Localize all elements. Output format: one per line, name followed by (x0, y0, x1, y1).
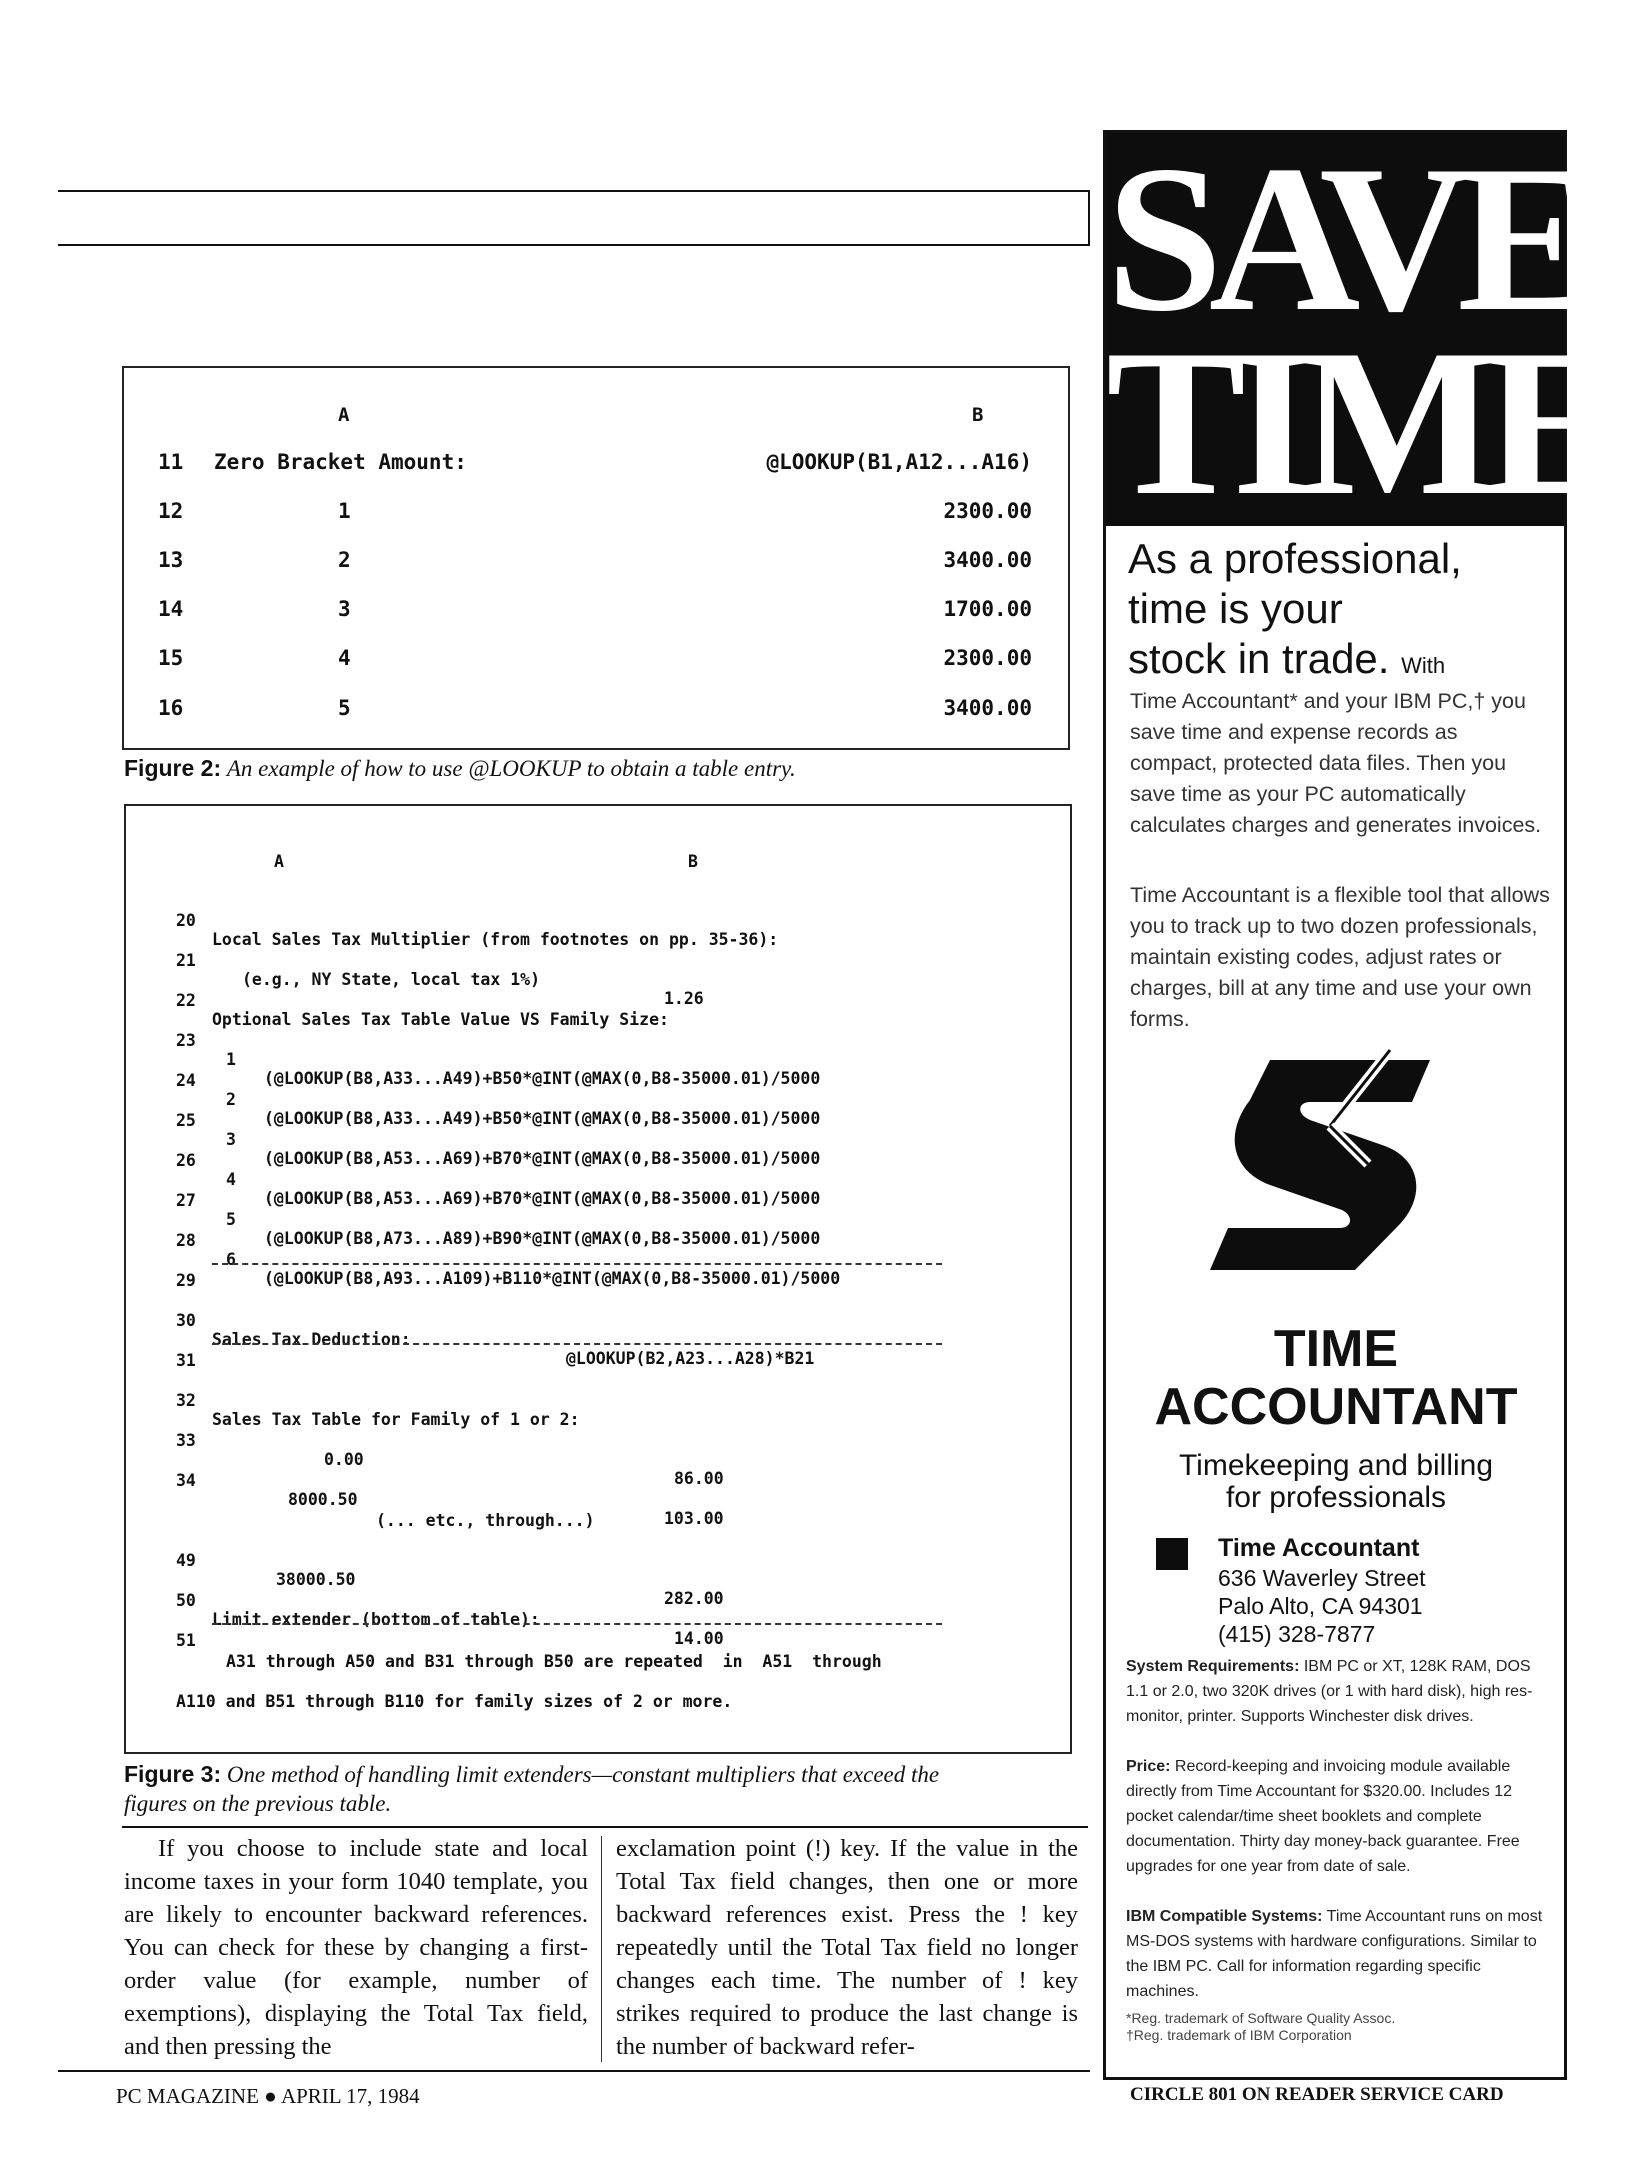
ad-tagline-1: Timekeeping and billing (1178, 1449, 1494, 1482)
body-paragraph: If you choose to include state and local income taxes in your form 1040 template, you are likely to encounter backward references. You can check for these by changing a first-order value (for example, number of exemptions), displaying the Total Tax field, and then pressing the (124, 1835, 588, 2060)
ad-phone: (415) 328-7877 (1218, 1621, 1376, 1647)
figure-3-col-a-header: A (274, 852, 284, 871)
table-row: 32 Sales Tax Table for Family of 1 or 2: (176, 1391, 580, 1429)
ad-paragraph-1: Time Accountant* and your IBM PC,† you save time and expense records as compact, protected data files. Then you save time as your PC automatically calculates charges and generates invoices. (1130, 689, 1542, 837)
table-row: 20 Local Sales Tax Multiplier (from footnotes on pp. 35-36): (176, 911, 779, 949)
ad-trademark-1: *Reg. trademark of Software Quality Assoc. (1126, 2010, 1396, 2026)
table-row: 24 2 (@LOOKUP(B8,A33...A49)+B50*@INT(@MAX(0,B8-35000.01)/5000 (176, 1071, 821, 1128)
table-row: 25 3 (@LOOKUP(B8,A53...A69)+B70*@INT(@MAX(0,B8-35000.01)/5000 (176, 1111, 821, 1168)
table-row: 51 (176, 1631, 196, 1650)
table-row: 31 (176, 1351, 196, 1370)
table-row: 49 38000.50 282.00 (176, 1551, 724, 1608)
ad-company-name: Time Accountant (1218, 1534, 1420, 1562)
ad-tagline-2: for professionals (1225, 1481, 1447, 1514)
table-row: (... etc., through...) (376, 1511, 595, 1530)
table-row: 34 8000.50 103.00 (176, 1471, 724, 1528)
ad-logo-accountant: ACCOUNTANT (1154, 1378, 1518, 1436)
ad-requirements: System Requirements: IBM PC or XT, 128K RAM, DOS 1.1 or 2.0, two 320K drives (or 1 with hard disk), high res-monitor, printer. Supports Winchester disk drives. (1126, 1658, 1533, 1725)
figure-2-col-b-header: B (972, 404, 984, 426)
body-paragraph: exclamation point (!) key. If the value in the Total Tax field changes, then one or more backward references exist. Press the ! key repeatedly until the Total Tax field no longer changes each time. The number of ! key strikes required to produce the last change is the number of backward refer- (616, 1835, 1078, 2060)
ad-street: 636 Waverley Street (1218, 1565, 1426, 1591)
ad-price: Price: Record-keeping and invoicing module available directly from Time Accountant for $320.00. Includes 12 pocket calendar/time sheet booklets and complete documentation. Thirty day money-back guarantee. Free upgrades for one year from date of sale. (1126, 1758, 1520, 1875)
ad-trademark-2: †Reg. trademark of IBM Corporation (1126, 2027, 1352, 2043)
ad-headline: As a professional, time is your stock in trade. With (1128, 535, 1462, 682)
table-row: 15 4 2300.00 (158, 646, 1032, 670)
table-row: 28 6 (@LOOKUP(B8,A93...A109)+B110*@INT(@MAX(0,B8-35000.01)/5000 (176, 1231, 841, 1288)
figure-2-table (122, 366, 1070, 750)
ad-banner (1106, 123, 1611, 539)
ad-banner-save: SAVE (1106, 123, 1584, 355)
footer-rule (58, 2070, 1090, 2072)
square-bullet-icon (1156, 1538, 1188, 1570)
table-row: 29 (176, 1271, 196, 1290)
ad-banner-time: TIME (1106, 307, 1611, 539)
figure-3-table (124, 804, 1072, 1754)
table-divider (212, 1263, 942, 1265)
table-row: 50 Limit extender (bottom of table): 14.00 (176, 1591, 724, 1648)
ad-city: Palo Alto, CA 94301 (1218, 1593, 1423, 1619)
header-rule-bottom (58, 244, 1090, 246)
table-row: 12 1 2300.00 (158, 499, 1032, 523)
figure-2-col-a-header: A (338, 404, 350, 426)
figure-2-caption: Figure 2: An example of how to use @LOOKUP to obtain a table entry. (124, 755, 796, 781)
figure-3-caption: Figure 3: One method of handling limit extenders—constant multipliers that exceed the figures on the previous table. (124, 1761, 940, 1816)
body-column-2 (616, 1832, 1078, 2063)
dollar-s-shape (1210, 1060, 1430, 1270)
table-row: 27 5 (@LOOKUP(B8,A73...A89)+B90*@INT(@MAX(0,B8-35000.01)/5000 (176, 1191, 821, 1248)
ad-logo-time: TIME (1273, 1320, 1399, 1378)
footer-reader-service: CIRCLE 801 ON READER SERVICE CARD (1130, 2084, 1504, 2105)
figure-3-col-b-header: B (688, 852, 698, 871)
time-accountant-logo-icon (1200, 1040, 1450, 1290)
figure-3-note-line-2: A110 and B51 through B110 for family sizes of 2 or more. (176, 1692, 733, 1711)
table-row: 11 Zero Bracket Amount: @LOOKUP(B1,A12...A16) (158, 450, 1032, 474)
table-row: 30 Sales Tax Deduction: @LOOKUP(B2,A23...A28)*B21 (176, 1311, 815, 1368)
table-row: 22 Optional Sales Tax Table Value VS Family Size: (176, 991, 669, 1029)
table-row: 21 (e.g., NY State, local tax 1%) 1.26 (176, 951, 704, 1008)
table-row: 33 0.00 86.00 (176, 1431, 724, 1488)
table-row: 16 5 3400.00 (158, 696, 1032, 720)
ad-paragraph-2: Time Accountant is a flexible tool that allows you to track up to two dozen professionals, maintain existing codes, adjust rates or charges, bill at any time and use your own forms. (1130, 883, 1550, 1031)
table-divider (212, 1623, 942, 1625)
ad-compatible: IBM Compatible Systems: Time Accountant runs on most MS-DOS systems with hardware configurations. Similar to the IBM PC. Call for information regarding specific machines. (1126, 1908, 1543, 2000)
header-rule-end (1088, 190, 1090, 246)
column-divider (601, 1836, 602, 2062)
header-rule-top (58, 190, 1090, 192)
body-column-1 (124, 1832, 588, 2063)
table-row: 14 3 1700.00 (158, 597, 1032, 621)
table-divider (212, 1343, 942, 1345)
footer-publication: PC MAGAZINE ● APRIL 17, 1984 (116, 2084, 420, 2108)
table-row: 13 2 3400.00 (158, 548, 1032, 572)
figure-3-note-line-1: A31 through A50 and B31 through B50 are repeated in A51 through (226, 1652, 882, 1671)
body-top-rule (122, 1826, 1088, 1828)
table-row: 23 1 (@LOOKUP(B8,A33...A49)+B50*@INT(@MAX(0,B8-35000.01)/5000 (176, 1031, 821, 1088)
table-row: 26 4 (@LOOKUP(B8,A53...A69)+B70*@INT(@MAX(0,B8-35000.01)/5000 (176, 1151, 821, 1208)
